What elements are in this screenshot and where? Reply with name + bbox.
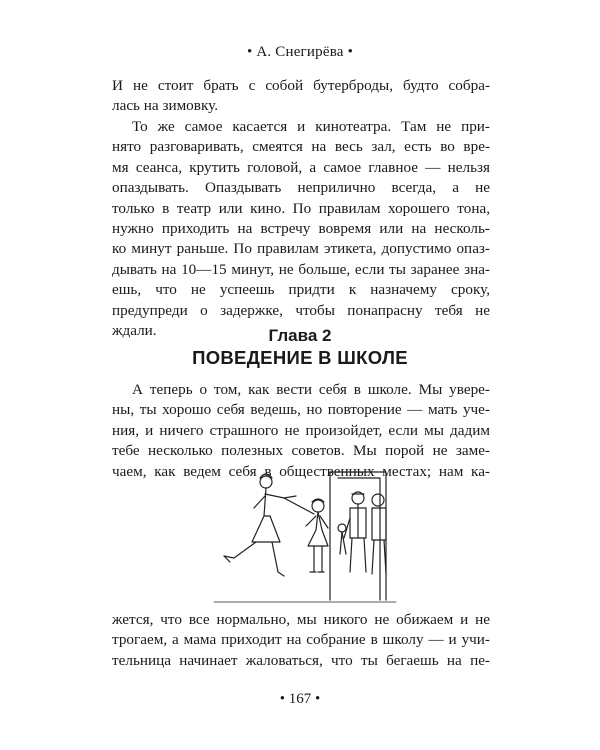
paragraph-1 [112,76,490,117]
text-line: лась на зимовку. [112,97,218,115]
running-head: • А. Снегирёва • [246,44,354,60]
text-line: предупреди о задержке, чтобы понапрасну тебя не [112,301,490,319]
text-line: трогаем, а мама приходит на собрание в школу — и учи- [112,631,490,649]
text-line: То же самое касается и кинотеатра. Там не при- [132,118,490,135]
text-line: А теперь о том, как вести себя в школе. Мы уверe- [132,381,490,398]
text-line: тельница начинает жаловаться, что ты бегаешь на пе- [112,651,490,669]
chapter-number: Глава 2 [268,326,332,345]
text-line: ждали. [112,322,157,340]
text-line: жется, что все нормально, мы никого не обижаем и не [112,611,490,628]
text-line: дывать на 10—15 минут, не больше, если ты заранее зна- [112,260,490,278]
text-line: И не стоит брать с собой бутерброды, будто собра- [112,77,490,94]
text-line: ко минут раньше. По правилам этикета, допустимо опаз- [112,240,490,258]
text-line: ешь, что не успеешь придти к назначему сроку, [112,281,490,299]
page-number: • 167 • [279,691,321,707]
paragraph-3 [112,380,490,482]
chapter-heading [0,326,600,369]
paragraph-2 [112,117,490,341]
text-line: опаздывать. Опаздывать неприлично всегда, а не [112,179,490,197]
text-line: чаем, как ведем себя в общественных местах; нам ка- [112,462,490,480]
text-line: ния, и ничего страшного не произойдет, если мы дадим [112,421,490,439]
text-line: мя сеанса, крутить головой, а самое главное — нельзя [112,158,490,176]
text-line: нужно приходить на встречу вовремя или на несколь- [112,220,490,238]
text-line: только в театр или кино. По правилам хорошего тона, [112,199,490,217]
text-line: нято разговаривать, смеятся на весь зал, есть во вре- [112,138,490,156]
text-line: тебе несколько полезных советов. Мы порой не заме- [112,442,490,460]
text-line: ны, ты хорошо себя ведешь, но повторение — мать уче- [112,401,490,419]
chapter-title: ПОВЕДЕНИЕ В ШКОЛЕ [192,347,408,368]
paragraph-4 [112,610,490,671]
school-children-illustration [210,468,400,610]
